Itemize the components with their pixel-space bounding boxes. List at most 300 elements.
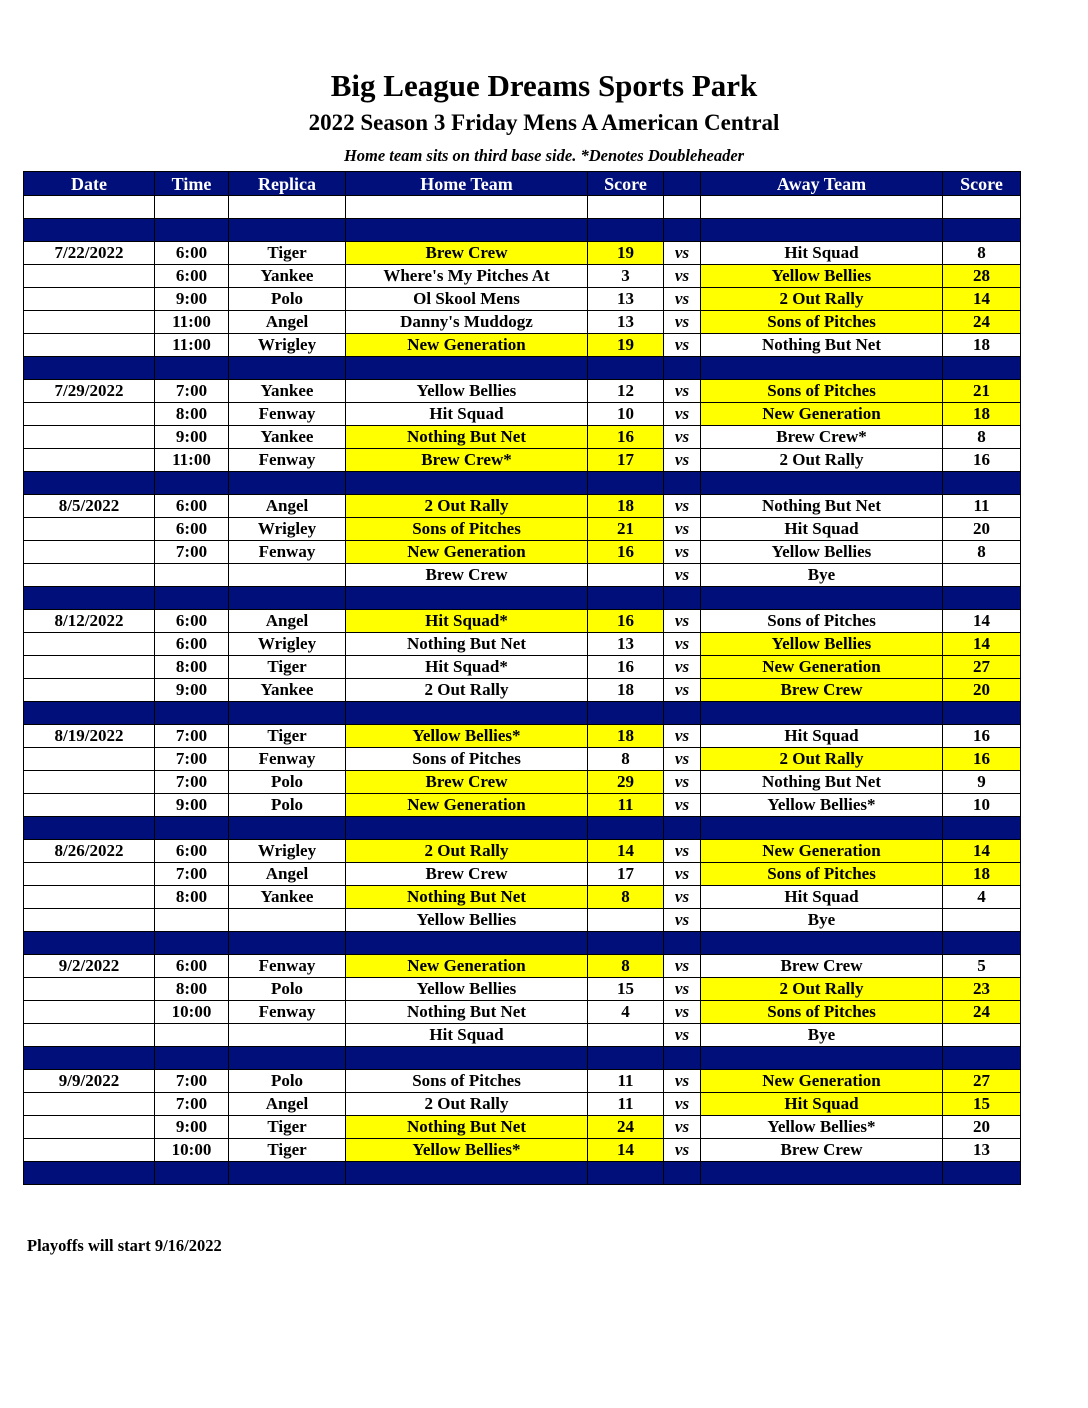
game-date [24,265,155,288]
away-score: 8 [943,426,1021,449]
home-team: Brew Crew [346,242,588,265]
home-team: Yellow Bellies* [346,725,588,748]
game-time: 7:00 [155,1093,229,1116]
game-date: 8/5/2022 [24,495,155,518]
week-separator [24,587,1021,610]
game-field: Fenway [229,449,346,472]
home-team: Nothing But Net [346,426,588,449]
home-team: Hit Squad [346,1024,588,1047]
home-score: 16 [588,541,664,564]
away-score: 5 [943,955,1021,978]
table-row [24,978,1021,1001]
week-separator [24,1047,1021,1070]
home-team: Brew Crew [346,771,588,794]
table-row [24,311,1021,334]
away-team: 2 Out Rally [701,449,943,472]
game-time: 6:00 [155,610,229,633]
home-team: Ol Skool Mens [346,288,588,311]
game-time: 7:00 [155,380,229,403]
table-row [24,1139,1021,1162]
game-time: 8:00 [155,886,229,909]
game-time: 6:00 [155,495,229,518]
home-score: 11 [588,794,664,817]
vs-label: vs [664,426,701,449]
week-separator [24,472,1021,495]
home-score: 19 [588,334,664,357]
home-score: 19 [588,242,664,265]
game-date: 8/12/2022 [24,610,155,633]
game-date [24,1116,155,1139]
table-row [24,748,1021,771]
game-field: Angel [229,863,346,886]
vs-label: vs [664,1024,701,1047]
home-score [588,564,664,587]
table-row [24,1001,1021,1024]
home-score: 12 [588,380,664,403]
game-field: Polo [229,794,346,817]
game-field: Wrigley [229,518,346,541]
away-score: 14 [943,633,1021,656]
schedule-body [24,196,1021,1185]
table-row [24,380,1021,403]
game-field: Fenway [229,541,346,564]
home-score: 3 [588,265,664,288]
vs-label: vs [664,978,701,1001]
vs-label: vs [664,288,701,311]
vs-label: vs [664,541,701,564]
game-field: Angel [229,1093,346,1116]
table-row [24,863,1021,886]
home-score: 14 [588,1139,664,1162]
game-field: Fenway [229,1001,346,1024]
game-date [24,311,155,334]
game-date [24,426,155,449]
home-score [588,1024,664,1047]
home-team: Nothing But Net [346,886,588,909]
home-score: 4 [588,1001,664,1024]
game-field [229,1024,346,1047]
table-row [24,656,1021,679]
home-score: 24 [588,1116,664,1139]
game-field: Yankee [229,265,346,288]
away-score: 20 [943,1116,1021,1139]
vs-label: vs [664,909,701,932]
table-row [24,1070,1021,1093]
game-time: 9:00 [155,426,229,449]
game-field: Yankee [229,426,346,449]
away-team: Sons of Pitches [701,311,943,334]
home-score: 14 [588,840,664,863]
away-team: Bye [701,564,943,587]
season-subtitle: 2022 Season 3 Friday Mens A American Central [308,110,780,135]
away-team: Hit Squad [701,725,943,748]
game-date [24,679,155,702]
away-score: 16 [943,725,1021,748]
blank-row [24,196,1021,219]
table-row [24,840,1021,863]
away-score: 18 [943,334,1021,357]
game-time: 9:00 [155,794,229,817]
col-header-replica: Replica [229,172,346,196]
game-field: Polo [229,771,346,794]
away-score: 14 [943,840,1021,863]
game-time: 6:00 [155,265,229,288]
page-title: Big League Dreams Sports Park [330,68,758,103]
game-field: Fenway [229,955,346,978]
game-field: Wrigley [229,334,346,357]
game-date [24,334,155,357]
game-time [155,1024,229,1047]
game-field: Yankee [229,886,346,909]
game-field: Tiger [229,242,346,265]
vs-label: vs [664,1001,701,1024]
table-row [24,426,1021,449]
away-score: 24 [943,1001,1021,1024]
home-team: Yellow Bellies [346,380,588,403]
game-time: 7:00 [155,771,229,794]
game-time: 11:00 [155,334,229,357]
table-row [24,1024,1021,1047]
away-score: 10 [943,794,1021,817]
game-field: Tiger [229,725,346,748]
table-row [24,1116,1021,1139]
vs-label: vs [664,495,701,518]
home-score: 18 [588,495,664,518]
game-time: 8:00 [155,403,229,426]
home-score: 17 [588,449,664,472]
game-time: 7:00 [155,725,229,748]
vs-label: vs [664,1116,701,1139]
table-row [24,610,1021,633]
home-score: 18 [588,725,664,748]
home-team: Hit Squad [346,403,588,426]
table-row [24,633,1021,656]
table-row [24,518,1021,541]
home-score: 16 [588,656,664,679]
game-date: 9/2/2022 [24,955,155,978]
game-field: Yankee [229,380,346,403]
game-field: Yankee [229,679,346,702]
away-score: 15 [943,1093,1021,1116]
home-team: Nothing But Net [346,633,588,656]
home-team: Hit Squad* [346,610,588,633]
home-team: Sons of Pitches [346,748,588,771]
home-team: 2 Out Rally [346,495,588,518]
away-score: 20 [943,518,1021,541]
away-team: Yellow Bellies [701,541,943,564]
table-row [24,955,1021,978]
away-team: Yellow Bellies [701,265,943,288]
home-score [588,909,664,932]
game-time: 10:00 [155,1001,229,1024]
away-team: Brew Crew* [701,426,943,449]
away-team: New Generation [701,1070,943,1093]
game-date [24,1093,155,1116]
game-time: 6:00 [155,242,229,265]
table-row [24,1093,1021,1116]
table-row [24,403,1021,426]
header-row [24,172,1021,196]
game-field: Wrigley [229,633,346,656]
away-score [943,909,1021,932]
game-date [24,564,155,587]
home-score: 13 [588,633,664,656]
vs-label: vs [664,748,701,771]
game-date [24,886,155,909]
game-date: 8/19/2022 [24,725,155,748]
game-date [24,449,155,472]
table-row [24,265,1021,288]
game-time: 9:00 [155,679,229,702]
game-date [24,794,155,817]
home-score: 29 [588,771,664,794]
home-team: Yellow Bellies [346,978,588,1001]
game-time: 6:00 [155,518,229,541]
col-header-home-team: Home Team [346,172,588,196]
away-team: Hit Squad [701,242,943,265]
col-header-home-score: Score [588,172,664,196]
game-field: Tiger [229,1116,346,1139]
away-score: 13 [943,1139,1021,1162]
away-team: Hit Squad [701,886,943,909]
home-score: 13 [588,288,664,311]
game-time: 11:00 [155,449,229,472]
vs-label: vs [664,656,701,679]
vs-label: vs [664,1139,701,1162]
game-field [229,909,346,932]
home-score: 16 [588,426,664,449]
game-date [24,978,155,1001]
away-score: 24 [943,311,1021,334]
playoffs-note: Playoffs will start 9/16/2022 [27,1236,222,1255]
table-row [24,679,1021,702]
home-score: 18 [588,679,664,702]
away-score: 20 [943,679,1021,702]
away-team: New Generation [701,840,943,863]
game-time: 7:00 [155,541,229,564]
game-time: 7:00 [155,748,229,771]
game-date [24,656,155,679]
game-time: 10:00 [155,1139,229,1162]
away-score [943,1024,1021,1047]
vs-label: vs [664,886,701,909]
home-score: 10 [588,403,664,426]
week-separator [24,357,1021,380]
vs-label: vs [664,334,701,357]
col-header-time: Time [155,172,229,196]
home-team: Brew Crew [346,863,588,886]
col-header-away-team: Away Team [701,172,943,196]
table-row [24,541,1021,564]
away-score: 8 [943,242,1021,265]
vs-label: vs [664,242,701,265]
away-score: 14 [943,610,1021,633]
game-time: 8:00 [155,978,229,1001]
game-field: Polo [229,1070,346,1093]
game-time [155,564,229,587]
vs-label: vs [664,794,701,817]
game-date [24,403,155,426]
away-score: 27 [943,656,1021,679]
game-time: 9:00 [155,1116,229,1139]
away-team: 2 Out Rally [701,978,943,1001]
week-separator [24,1162,1021,1185]
table-row [24,288,1021,311]
game-field: Polo [229,288,346,311]
week-separator [24,219,1021,242]
home-score: 17 [588,863,664,886]
home-score: 21 [588,518,664,541]
away-team: Nothing But Net [701,771,943,794]
col-header-vs [664,172,701,196]
table-row [24,495,1021,518]
vs-label: vs [664,518,701,541]
home-score: 8 [588,886,664,909]
home-team: Brew Crew* [346,449,588,472]
home-team: Yellow Bellies* [346,1139,588,1162]
week-separator [24,817,1021,840]
game-date: 7/29/2022 [24,380,155,403]
home-team: Hit Squad* [346,656,588,679]
vs-label: vs [664,771,701,794]
away-score: 23 [943,978,1021,1001]
game-date: 7/22/2022 [24,242,155,265]
away-score: 21 [943,380,1021,403]
away-score: 18 [943,863,1021,886]
table-row [24,334,1021,357]
vs-label: vs [664,863,701,886]
game-field: Fenway [229,748,346,771]
away-team: Bye [701,1024,943,1047]
game-field: Angel [229,311,346,334]
game-date [24,541,155,564]
away-team: Sons of Pitches [701,380,943,403]
game-field: Angel [229,610,346,633]
vs-label: vs [664,840,701,863]
away-team: Hit Squad [701,1093,943,1116]
home-score: 16 [588,610,664,633]
vs-label: vs [664,610,701,633]
week-separator [24,932,1021,955]
home-team: Where's My Pitches At [346,265,588,288]
away-score: 8 [943,541,1021,564]
home-team: Yellow Bellies [346,909,588,932]
home-team: New Generation [346,955,588,978]
game-time: 6:00 [155,840,229,863]
home-team: New Generation [346,334,588,357]
away-team: Nothing But Net [701,495,943,518]
home-score: 13 [588,311,664,334]
away-team: Brew Crew [701,1139,943,1162]
table-row [24,886,1021,909]
game-date [24,1001,155,1024]
home-score: 11 [588,1093,664,1116]
away-score: 18 [943,403,1021,426]
home-team: 2 Out Rally [346,679,588,702]
vs-label: vs [664,725,701,748]
game-date [24,518,155,541]
away-team: 2 Out Rally [701,748,943,771]
game-field: Tiger [229,1139,346,1162]
game-time: 11:00 [155,311,229,334]
game-time: 8:00 [155,656,229,679]
home-team: 2 Out Rally [346,840,588,863]
home-team: New Generation [346,541,588,564]
vs-label: vs [664,1093,701,1116]
home-team: Nothing But Net [346,1001,588,1024]
home-score: 15 [588,978,664,1001]
away-team: Yellow Bellies* [701,794,943,817]
table-row [24,771,1021,794]
vs-label: vs [664,679,701,702]
away-team: 2 Out Rally [701,288,943,311]
vs-label: vs [664,955,701,978]
game-date [24,863,155,886]
game-field: Fenway [229,403,346,426]
game-time: 7:00 [155,863,229,886]
home-team: Brew Crew [346,564,588,587]
game-field: Polo [229,978,346,1001]
home-team: New Generation [346,794,588,817]
away-score: 11 [943,495,1021,518]
schedule-note: Home team sits on third base side. *Denotes Doubleheader [343,146,745,165]
game-time: 6:00 [155,955,229,978]
game-date [24,771,155,794]
vs-label: vs [664,449,701,472]
away-score: 14 [943,288,1021,311]
game-date: 9/9/2022 [24,1070,155,1093]
away-score: 4 [943,886,1021,909]
vs-label: vs [664,564,701,587]
game-field: Angel [229,495,346,518]
table-row [24,449,1021,472]
game-time: 7:00 [155,1070,229,1093]
vs-label: vs [664,311,701,334]
home-score: 8 [588,955,664,978]
vs-label: vs [664,403,701,426]
game-date [24,633,155,656]
away-team: Yellow Bellies [701,633,943,656]
game-date [24,1139,155,1162]
game-field: Tiger [229,656,346,679]
home-team: Sons of Pitches [346,1070,588,1093]
away-score: 28 [943,265,1021,288]
vs-label: vs [664,633,701,656]
table-row [24,794,1021,817]
game-field [229,564,346,587]
away-score: 27 [943,1070,1021,1093]
away-team: Yellow Bellies* [701,1116,943,1139]
game-time: 6:00 [155,633,229,656]
week-separator [24,702,1021,725]
game-time: 9:00 [155,288,229,311]
game-date [24,748,155,771]
away-team: Bye [701,909,943,932]
game-date [24,1024,155,1047]
vs-label: vs [664,380,701,403]
away-team: Brew Crew [701,955,943,978]
away-team: Brew Crew [701,679,943,702]
home-score: 11 [588,1070,664,1093]
away-score: 9 [943,771,1021,794]
away-team: New Generation [701,403,943,426]
home-team: Nothing But Net [346,1116,588,1139]
home-score: 8 [588,748,664,771]
away-team: Sons of Pitches [701,610,943,633]
away-team: Hit Squad [701,518,943,541]
away-team: Sons of Pitches [701,1001,943,1024]
table-row [24,725,1021,748]
